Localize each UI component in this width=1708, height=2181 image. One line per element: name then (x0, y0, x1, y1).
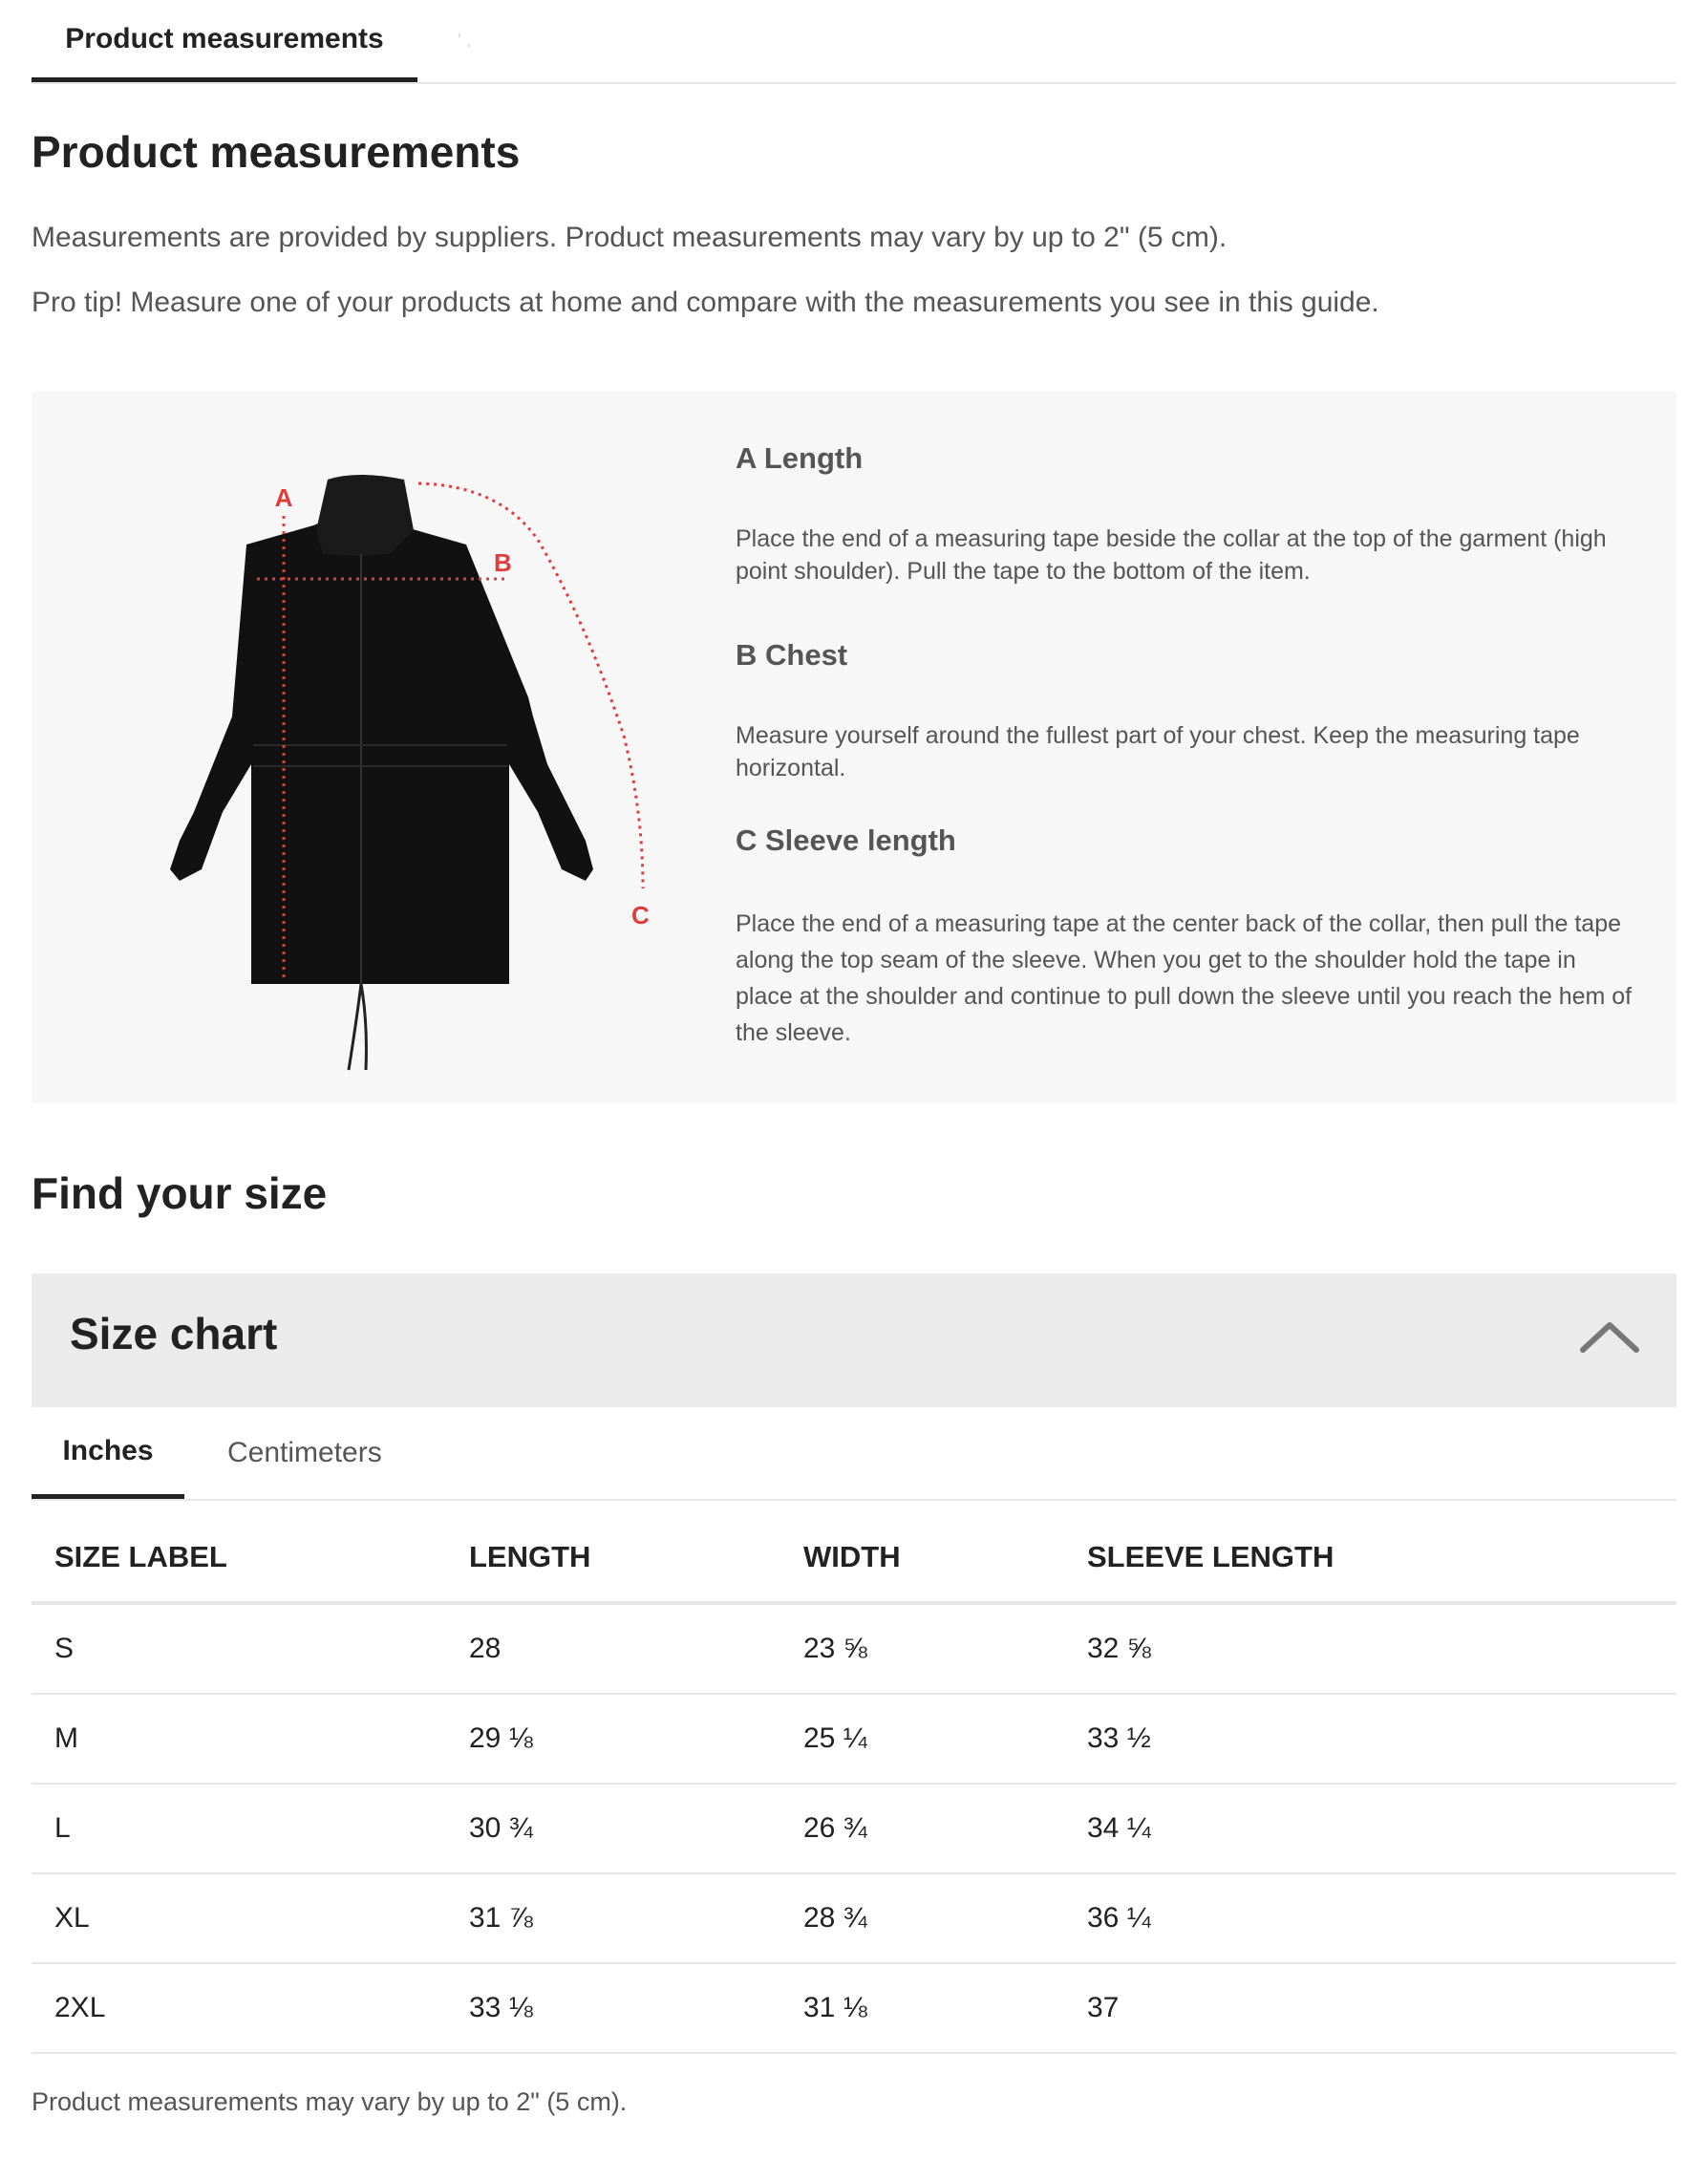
guide-text-length: Place the end of a measuring tape beside the collar at the top of the garment (high point shoulder). Pull the tape to the bottom of the item. (736, 525, 1607, 585)
find-your-size-heading: Find your size (32, 1168, 328, 1218)
size-chart-title: Size chart (70, 1309, 278, 1358)
cell-length: 30 ¾ (469, 1784, 803, 1873)
size-guide-page (32, 0, 1676, 2116)
cell-size: L (32, 1784, 469, 1873)
header-sleeve-length: SLEEVE LENGTH (1087, 1513, 1676, 1603)
cell-length: 33 ⅛ (469, 1963, 803, 2053)
cell-length: 28 (469, 1603, 803, 1694)
tab-centimeters[interactable]: Centimeters (227, 1437, 382, 1468)
cell-size: 2XL (32, 1963, 469, 2053)
cell-size: XL (32, 1873, 469, 1963)
tab-hidden[interactable]: ' . (458, 30, 472, 52)
guide-text-sleeve: Place the end of a measuring tape at the center back of the collar, then pull the tape along the top seam of the sleeve. When you get to the shoulder hold the tape in place at the shoulder and continue to pull down the sleeve until you reach the hem of the sleeve. (736, 910, 1633, 1046)
diagram-label-b: B (494, 548, 512, 577)
page-title: Product measurements (32, 127, 521, 177)
tab-inches[interactable]: Inches (32, 1407, 184, 1499)
measurement-guide-panel (32, 392, 1676, 1103)
cell-size: M (32, 1694, 469, 1784)
unit-tab-bar (32, 1407, 1676, 1501)
cell-sleeve: 32 ⅝ (1087, 1603, 1676, 1694)
guide-title-sleeve: C Sleeve length (736, 823, 956, 857)
jacket-diagram-image (89, 449, 738, 1080)
header-size-label: SIZE LABEL (32, 1513, 469, 1603)
guide-text-chest: Measure yourself around the fullest part of your chest. Keep the measuring tape horizontal. (736, 722, 1580, 781)
header-length: LENGTH (469, 1513, 803, 1603)
size-chart-accordion[interactable] (32, 1273, 1676, 1407)
jacket-collar (316, 475, 414, 556)
cell-width: 25 ¼ (803, 1694, 1087, 1784)
cell-width: 26 ¾ (803, 1784, 1087, 1873)
table-row (32, 1873, 1676, 1963)
diagram-label-a: A (274, 483, 293, 512)
intro-text: Measurements are provided by suppliers. Product measurements may vary by up to 2" (5 cm). (32, 222, 1228, 253)
table-row (32, 1603, 1676, 1694)
top-tab-bar (32, 0, 1676, 84)
cell-sleeve: 33 ½ (1087, 1694, 1676, 1784)
chevron-up-icon[interactable] (1579, 1317, 1640, 1356)
table-row (32, 1694, 1676, 1784)
cell-width: 23 ⅝ (803, 1603, 1087, 1694)
cell-width: 31 ⅛ (803, 1963, 1087, 2053)
cell-size: S (32, 1603, 469, 1694)
diagram-label-c: C (631, 901, 650, 930)
cell-length: 29 ⅛ (469, 1694, 803, 1784)
size-table-header-row (32, 1513, 1676, 1603)
cell-sleeve: 36 ¼ (1087, 1873, 1676, 1963)
jacket-body (170, 516, 593, 984)
tab-product-measurements[interactable]: Product measurements (32, 0, 417, 82)
size-chart-footnote: Product measurements may vary by up to 2" (5 cm). (32, 2087, 628, 2116)
table-row (32, 1963, 1676, 2053)
cell-length: 31 ⅞ (469, 1873, 803, 1963)
cell-sleeve: 37 (1087, 1963, 1676, 2053)
header-width: WIDTH (803, 1513, 1087, 1603)
size-table (32, 1513, 1676, 2054)
pro-tip-text: Pro tip! Measure one of your products at home and compare with the measurements you see in this guide. (32, 287, 1379, 318)
cell-width: 28 ¾ (803, 1873, 1087, 1963)
guide-title-length: A Length (736, 441, 864, 475)
table-row (32, 1784, 1676, 1873)
cell-sleeve: 34 ¼ (1087, 1784, 1676, 1873)
guide-title-chest: B Chest (736, 638, 848, 672)
